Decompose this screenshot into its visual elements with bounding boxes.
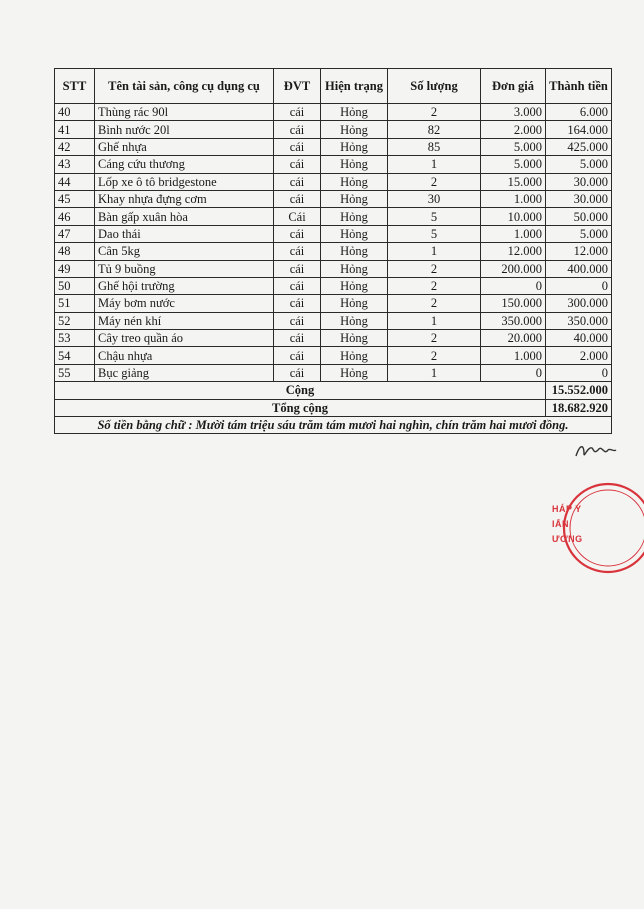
cell-unit: Cái <box>274 208 321 225</box>
table-row <box>55 364 612 381</box>
cell-price: 5.000 <box>481 138 546 155</box>
cell-total: 30.000 <box>546 173 612 190</box>
header-qty: Số lượng <box>388 69 481 104</box>
header-stt: STT <box>55 69 95 104</box>
cell-stt: 51 <box>55 295 95 312</box>
header-unit: ĐVT <box>274 69 321 104</box>
cell-qty: 5 <box>388 225 481 242</box>
cell-price: 15.000 <box>481 173 546 190</box>
cell-name: Ghế hội trường <box>95 277 274 294</box>
cell-state: Hỏng <box>321 104 388 121</box>
cell-price: 20.000 <box>481 330 546 347</box>
cell-total: 30.000 <box>546 190 612 207</box>
cell-name: Cân 5kg <box>95 243 274 260</box>
cell-price: 350.000 <box>481 312 546 329</box>
cell-stt: 50 <box>55 277 95 294</box>
cell-total: 5.000 <box>546 225 612 242</box>
table-row <box>55 312 612 329</box>
cell-unit: cái <box>274 277 321 294</box>
table-row <box>55 260 612 277</box>
cell-unit: cái <box>274 173 321 190</box>
cell-qty: 2 <box>388 104 481 121</box>
cell-stt: 48 <box>55 243 95 260</box>
cell-stt: 40 <box>55 104 95 121</box>
cell-unit: cái <box>274 138 321 155</box>
cell-total: 6.000 <box>546 104 612 121</box>
cell-total: 40.000 <box>546 330 612 347</box>
cell-total: 425.000 <box>546 138 612 155</box>
cell-qty: 1 <box>388 243 481 260</box>
cell-stt: 52 <box>55 312 95 329</box>
cell-total: 164.000 <box>546 121 612 138</box>
cell-stt: 55 <box>55 364 95 381</box>
table-header-row <box>55 69 612 104</box>
cell-qty: 82 <box>388 121 481 138</box>
amount-in-words: Số tiền bằng chữ : Mười tám triệu sáu trăm tám mươi hai nghìn, chín trăm hai mươi đồng. <box>55 417 612 434</box>
signature <box>572 438 620 462</box>
header-total: Thành tiền <box>546 69 612 104</box>
cell-unit: cái <box>274 243 321 260</box>
cell-price: 10.000 <box>481 208 546 225</box>
cell-state: Hỏng <box>321 277 388 294</box>
cell-name: Khay nhựa đựng cơm <box>95 190 274 207</box>
cell-stt: 47 <box>55 225 95 242</box>
grand-total-label: Tổng cộng <box>55 399 546 416</box>
cell-qty: 2 <box>388 295 481 312</box>
subtotal-value: 15.552.000 <box>546 382 612 399</box>
cell-state: Hỏng <box>321 225 388 242</box>
cell-stt: 45 <box>55 190 95 207</box>
cell-name: Bình nước 20l <box>95 121 274 138</box>
cell-price: 1.000 <box>481 347 546 364</box>
cell-name: Cây treo quần áo <box>95 330 274 347</box>
cell-price: 12.000 <box>481 243 546 260</box>
cell-name: Tủ 9 buồng <box>95 260 274 277</box>
cell-qty: 2 <box>388 330 481 347</box>
cell-qty: 1 <box>388 156 481 173</box>
cell-unit: cái <box>274 295 321 312</box>
cell-name: Cáng cứu thương <box>95 156 274 173</box>
cell-state: Hỏng <box>321 312 388 329</box>
cell-total: 350.000 <box>546 312 612 329</box>
cell-total: 400.000 <box>546 260 612 277</box>
cell-unit: cái <box>274 364 321 381</box>
cell-unit: cái <box>274 330 321 347</box>
cell-total: 2.000 <box>546 347 612 364</box>
table-row <box>55 225 612 242</box>
cell-price: 1.000 <box>481 225 546 242</box>
header-state: Hiện trạng <box>321 69 388 104</box>
table-row <box>55 121 612 138</box>
cell-state: Hỏng <box>321 121 388 138</box>
cell-price: 200.000 <box>481 260 546 277</box>
table-row <box>55 156 612 173</box>
cell-total: 0 <box>546 364 612 381</box>
grand-total-row <box>55 399 612 416</box>
cell-price: 1.000 <box>481 190 546 207</box>
stamp-text <box>552 502 583 547</box>
cell-qty: 1 <box>388 364 481 381</box>
cell-stt: 53 <box>55 330 95 347</box>
cell-unit: cái <box>274 104 321 121</box>
table-row <box>55 138 612 155</box>
cell-stt: 43 <box>55 156 95 173</box>
stamp-line: HÁP Y <box>552 504 582 514</box>
table-row <box>55 104 612 121</box>
header-price: Đơn giá <box>481 69 546 104</box>
cell-name: Bục giảng <box>95 364 274 381</box>
cell-qty: 2 <box>388 277 481 294</box>
cell-name: Máy bơm nước <box>95 295 274 312</box>
table-row <box>55 277 612 294</box>
table-row <box>55 347 612 364</box>
cell-name: Ghế nhựa <box>95 138 274 155</box>
cell-total: 50.000 <box>546 208 612 225</box>
cell-qty: 1 <box>388 312 481 329</box>
cell-stt: 49 <box>55 260 95 277</box>
asset-table <box>54 68 612 434</box>
cell-stt: 54 <box>55 347 95 364</box>
cell-unit: cái <box>274 260 321 277</box>
subtotal-label: Cộng <box>55 382 546 399</box>
table-row <box>55 173 612 190</box>
cell-qty: 2 <box>388 347 481 364</box>
cell-state: Hỏng <box>321 347 388 364</box>
cell-name: Máy nén khí <box>95 312 274 329</box>
cell-stt: 42 <box>55 138 95 155</box>
amount-in-words-row <box>55 417 612 434</box>
cell-stt: 44 <box>55 173 95 190</box>
grand-total-value: 18.682.920 <box>546 399 612 416</box>
cell-qty: 30 <box>388 190 481 207</box>
table-row <box>55 208 612 225</box>
cell-state: Hỏng <box>321 208 388 225</box>
stamp-line: ƯƠNG <box>552 534 583 544</box>
cell-price: 2.000 <box>481 121 546 138</box>
table-row <box>55 243 612 260</box>
cell-unit: cái <box>274 190 321 207</box>
cell-state: Hỏng <box>321 138 388 155</box>
table-row <box>55 190 612 207</box>
cell-price: 0 <box>481 277 546 294</box>
cell-qty: 85 <box>388 138 481 155</box>
cell-state: Hỏng <box>321 156 388 173</box>
cell-stt: 41 <box>55 121 95 138</box>
header-name: Tên tài sản, công cụ dụng cụ <box>95 69 274 104</box>
cell-state: Hỏng <box>321 364 388 381</box>
cell-price: 150.000 <box>481 295 546 312</box>
cell-unit: cái <box>274 312 321 329</box>
cell-total: 5.000 <box>546 156 612 173</box>
table-body <box>55 104 612 382</box>
cell-price: 3.000 <box>481 104 546 121</box>
cell-price: 0 <box>481 364 546 381</box>
cell-qty: 5 <box>388 208 481 225</box>
cell-stt: 46 <box>55 208 95 225</box>
cell-total: 300.000 <box>546 295 612 312</box>
cell-unit: cái <box>274 347 321 364</box>
cell-state: Hỏng <box>321 295 388 312</box>
cell-name: Dao thái <box>95 225 274 242</box>
cell-unit: cái <box>274 225 321 242</box>
cell-unit: cái <box>274 121 321 138</box>
table-row <box>55 295 612 312</box>
cell-name: Thùng rác 90l <box>95 104 274 121</box>
cell-qty: 2 <box>388 173 481 190</box>
cell-price: 5.000 <box>481 156 546 173</box>
cell-total: 12.000 <box>546 243 612 260</box>
cell-unit: cái <box>274 156 321 173</box>
stamp-line: IẤN <box>552 519 569 529</box>
cell-name: Chậu nhựa <box>95 347 274 364</box>
cell-state: Hỏng <box>321 330 388 347</box>
cell-name: Lốp xe ô tô bridgestone <box>95 173 274 190</box>
cell-state: Hỏng <box>321 243 388 260</box>
cell-name: Bàn gấp xuân hòa <box>95 208 274 225</box>
cell-state: Hỏng <box>321 190 388 207</box>
subtotal-row <box>55 382 612 399</box>
table-row <box>55 330 612 347</box>
cell-total: 0 <box>546 277 612 294</box>
cell-state: Hỏng <box>321 260 388 277</box>
cell-state: Hỏng <box>321 173 388 190</box>
cell-qty: 2 <box>388 260 481 277</box>
